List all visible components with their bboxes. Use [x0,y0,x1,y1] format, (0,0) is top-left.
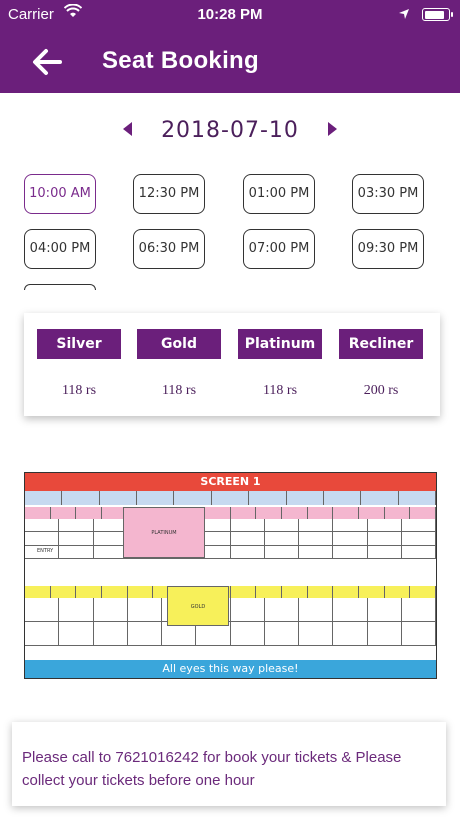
carrier-label: Carrier [8,6,54,23]
tier-price: 118 rs [262,383,298,398]
tier-platinum-button[interactable]: Platinum [238,329,322,359]
showtime-button[interactable]: 09:30 PM [352,229,424,269]
tier-price: 118 rs [61,383,97,398]
showtime-button[interactable]: 01:00 PM [243,174,315,214]
showtime-button[interactable]: 10:00 AM [24,174,96,214]
seat-row-platinum [25,507,436,519]
status-bar [0,0,460,32]
seat-map[interactable] [24,472,437,679]
page-title: Seat Booking [102,47,259,74]
selected-date: 2018-07-10 [161,118,299,143]
battery-icon [422,8,450,21]
triangle-right-icon[interactable] [326,120,340,138]
battery-fill [425,11,445,19]
zone-platinum: PLATINUM [123,507,205,558]
triangle-left-icon[interactable] [120,120,134,138]
seat-grid [25,598,436,646]
showtime-button[interactable]: 03:30 PM [352,174,424,214]
app-header [0,0,460,93]
seat-grid [25,519,436,559]
arrow-left-icon[interactable] [30,46,64,78]
notice-text: Please call to 7621016242 for book your tickets & Please collect your tickets before one hour [22,749,402,789]
status-time: 10:28 PM [197,6,263,23]
zone-gold: GOLD [167,586,229,626]
tier-price: 200 rs [363,383,399,398]
tier-gold-button[interactable]: Gold [137,329,221,359]
date-selector [0,112,460,152]
pricing-card [24,313,440,416]
showtime-button[interactable]: 07:00 PM [243,229,315,269]
showtime-button[interactable]: 04:00 PM [24,229,96,269]
showtime-button-partial [24,284,96,290]
tier-silver-button[interactable]: Silver [37,329,121,359]
location-arrow-icon [398,8,410,20]
seat-row-header [25,491,436,505]
screen-label: SCREEN 1 [25,473,436,491]
screen-direction-label: All eyes this way please! [25,660,436,678]
entry-label: ENTRY [37,548,54,554]
tier-recliner-button[interactable]: Recliner [339,329,423,359]
booking-notice [12,722,446,806]
seat-row-gold [25,586,436,598]
tier-price: 118 rs [161,383,197,398]
showtime-button[interactable]: 12:30 PM [133,174,205,214]
showtime-button[interactable]: 06:30 PM [133,229,205,269]
